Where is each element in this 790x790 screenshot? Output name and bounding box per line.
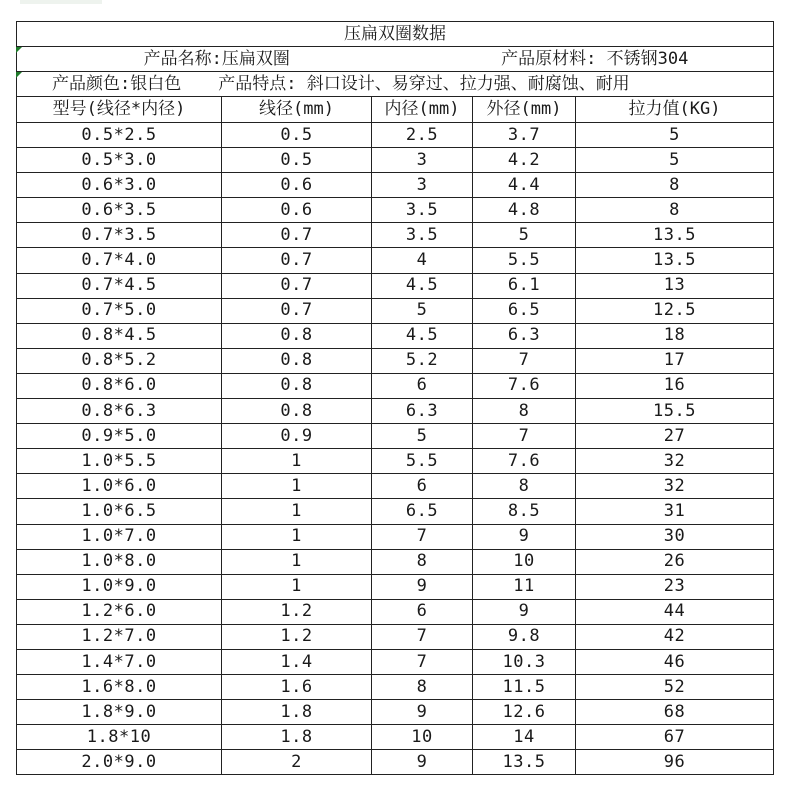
table-row xyxy=(17,725,774,750)
cell-wire-diameter: 0.7 xyxy=(222,298,372,323)
table-row xyxy=(17,750,774,775)
table-row xyxy=(17,449,774,474)
cell-model: 0.8*5.2 xyxy=(17,348,222,373)
table-row xyxy=(17,173,774,198)
cell-wire-diameter: 1 xyxy=(222,549,372,574)
cell-outer-diameter: 13.5 xyxy=(473,750,576,775)
cell-wire-diameter: 1 xyxy=(222,574,372,599)
cell-tensile: 12.5 xyxy=(576,298,774,323)
cell-outer-diameter: 11.5 xyxy=(473,675,576,700)
cell-model: 0.5*3.0 xyxy=(17,148,222,173)
cell-model: 0.7*3.5 xyxy=(17,223,222,248)
cell-inner-diameter: 4 xyxy=(372,248,473,273)
cell-model: 1.2*7.0 xyxy=(17,624,222,649)
cell-wire-diameter: 1.8 xyxy=(222,725,372,750)
cell-tensile: 5 xyxy=(576,148,774,173)
cell-wire-diameter: 0.7 xyxy=(222,223,372,248)
cell-outer-diameter: 9 xyxy=(473,599,576,624)
cell-outer-diameter: 7 xyxy=(473,424,576,449)
title-row xyxy=(17,22,774,47)
cell-tensile: 44 xyxy=(576,599,774,624)
cell-inner-diameter: 6.5 xyxy=(372,499,473,524)
cell-inner-diameter: 9 xyxy=(372,574,473,599)
table-row xyxy=(17,524,774,549)
cell-comment-marker xyxy=(16,47,22,53)
cell-outer-diameter: 5.5 xyxy=(473,248,576,273)
header-row xyxy=(17,97,774,123)
table-row xyxy=(17,574,774,599)
cell-model: 2.0*9.0 xyxy=(17,750,222,775)
cell-tensile: 13.5 xyxy=(576,223,774,248)
table-row xyxy=(17,599,774,624)
cell-outer-diameter: 6.5 xyxy=(473,298,576,323)
cell-wire-diameter: 1.2 xyxy=(222,599,372,624)
cell-wire-diameter: 0.5 xyxy=(222,123,372,148)
table-row xyxy=(17,373,774,398)
cell-inner-diameter: 6 xyxy=(372,474,473,499)
cell-inner-diameter: 3.5 xyxy=(372,198,473,223)
cell-wire-diameter: 1.4 xyxy=(222,649,372,674)
cell-tensile: 31 xyxy=(576,499,774,524)
cell-wire-diameter: 0.8 xyxy=(222,399,372,424)
cell-outer-diameter: 4.4 xyxy=(473,173,576,198)
cell-outer-diameter: 11 xyxy=(473,574,576,599)
cell-inner-diameter: 6 xyxy=(372,373,473,398)
cell-model: 1.8*10 xyxy=(17,725,222,750)
cell-model: 1.0*6.5 xyxy=(17,499,222,524)
cell-outer-diameter: 3.7 xyxy=(473,123,576,148)
cell-wire-diameter: 1.8 xyxy=(222,700,372,725)
cell-outer-diameter: 5 xyxy=(473,223,576,248)
table-row xyxy=(17,649,774,674)
table-row xyxy=(17,198,774,223)
cell-inner-diameter: 9 xyxy=(372,700,473,725)
cell-wire-diameter: 0.8 xyxy=(222,348,372,373)
cell-wire-diameter: 0.6 xyxy=(222,173,372,198)
cell-outer-diameter: 6.1 xyxy=(473,273,576,298)
cell-inner-diameter: 3 xyxy=(372,173,473,198)
cell-wire-diameter: 0.5 xyxy=(222,148,372,173)
cell-wire-diameter: 0.7 xyxy=(222,248,372,273)
cell-inner-diameter: 3 xyxy=(372,148,473,173)
cell-wire-diameter: 1 xyxy=(222,474,372,499)
top-smudge xyxy=(20,0,102,4)
cell-outer-diameter: 4.8 xyxy=(473,198,576,223)
col-header-wire-diameter: 线径(mm) xyxy=(222,97,372,123)
cell-tensile: 8 xyxy=(576,173,774,198)
cell-outer-diameter: 7.6 xyxy=(473,449,576,474)
cell-inner-diameter: 6 xyxy=(372,599,473,624)
cell-inner-diameter: 9 xyxy=(372,750,473,775)
table-row xyxy=(17,348,774,373)
cell-inner-diameter: 7 xyxy=(372,624,473,649)
cell-model: 1.0*7.0 xyxy=(17,524,222,549)
cell-outer-diameter: 4.2 xyxy=(473,148,576,173)
cell-tensile: 18 xyxy=(576,323,774,348)
cell-tensile: 46 xyxy=(576,649,774,674)
cell-tensile: 42 xyxy=(576,624,774,649)
table-title: 压扁双圈数据 xyxy=(17,22,774,47)
cell-outer-diameter: 9.8 xyxy=(473,624,576,649)
cell-tensile: 17 xyxy=(576,348,774,373)
table-row xyxy=(17,624,774,649)
cell-wire-diameter: 1.2 xyxy=(222,624,372,649)
cell-model: 1.4*7.0 xyxy=(17,649,222,674)
cell-outer-diameter: 7 xyxy=(473,348,576,373)
cell-tensile: 27 xyxy=(576,424,774,449)
col-header-model: 型号(线径*内径) xyxy=(17,97,222,123)
cell-wire-diameter: 0.8 xyxy=(222,323,372,348)
cell-outer-diameter: 6.3 xyxy=(473,323,576,348)
col-header-outer-diameter: 外径(mm) xyxy=(473,97,576,123)
cell-outer-diameter: 8 xyxy=(473,399,576,424)
cell-inner-diameter: 10 xyxy=(372,725,473,750)
cell-tensile: 26 xyxy=(576,549,774,574)
cell-tensile: 5 xyxy=(576,123,774,148)
col-header-tensile: 拉力值(KG) xyxy=(576,97,774,123)
col-header-inner-diameter: 内径(mm) xyxy=(372,97,473,123)
cell-model: 0.6*3.5 xyxy=(17,198,222,223)
table-row xyxy=(17,675,774,700)
cell-wire-diameter: 0.7 xyxy=(222,273,372,298)
cell-wire-diameter: 1.6 xyxy=(222,675,372,700)
table-row xyxy=(17,148,774,173)
cell-wire-diameter: 0.8 xyxy=(222,373,372,398)
table-row xyxy=(17,123,774,148)
cell-inner-diameter: 5.5 xyxy=(372,449,473,474)
cell-inner-diameter: 8 xyxy=(372,549,473,574)
cell-outer-diameter: 14 xyxy=(473,725,576,750)
cell-outer-diameter: 8.5 xyxy=(473,499,576,524)
cell-outer-diameter: 10 xyxy=(473,549,576,574)
cell-model: 0.6*3.0 xyxy=(17,173,222,198)
cell-inner-diameter: 4.5 xyxy=(372,273,473,298)
cell-model: 1.0*8.0 xyxy=(17,549,222,574)
cell-wire-diameter: 2 xyxy=(222,750,372,775)
product-material: 产品原材料: 不锈钢304 xyxy=(501,48,689,69)
product-color: 产品颜色:银白色 xyxy=(51,73,182,94)
table-row xyxy=(17,474,774,499)
table-row xyxy=(17,549,774,574)
cell-inner-diameter: 3.5 xyxy=(372,223,473,248)
cell-tensile: 30 xyxy=(576,524,774,549)
cell-tensile: 13.5 xyxy=(576,248,774,273)
product-features-row xyxy=(17,72,774,97)
cell-tensile: 15.5 xyxy=(576,399,774,424)
cell-inner-diameter: 5 xyxy=(372,298,473,323)
cell-tensile: 16 xyxy=(576,373,774,398)
cell-model: 0.5*2.5 xyxy=(17,123,222,148)
table-row xyxy=(17,499,774,524)
table-row xyxy=(17,298,774,323)
table-row xyxy=(17,273,774,298)
cell-tensile: 32 xyxy=(576,449,774,474)
cell-tensile: 8 xyxy=(576,198,774,223)
spec-table xyxy=(16,21,774,775)
cell-outer-diameter: 12.6 xyxy=(473,700,576,725)
cell-wire-diameter: 0.9 xyxy=(222,424,372,449)
cell-outer-diameter: 7.6 xyxy=(473,373,576,398)
cell-model: 1.8*9.0 xyxy=(17,700,222,725)
cell-inner-diameter: 4.5 xyxy=(372,323,473,348)
cell-model: 0.7*4.5 xyxy=(17,273,222,298)
cell-model: 0.8*4.5 xyxy=(17,323,222,348)
table-row xyxy=(17,223,774,248)
cell-model: 0.8*6.0 xyxy=(17,373,222,398)
cell-model: 1.0*9.0 xyxy=(17,574,222,599)
cell-model: 0.7*4.0 xyxy=(17,248,222,273)
cell-model: 1.0*5.5 xyxy=(17,449,222,474)
product-features: 产品特点: 斜口设计、易穿过、拉力强、耐腐蚀、耐用 xyxy=(218,73,630,94)
cell-model: 0.7*5.0 xyxy=(17,298,222,323)
cell-tensile: 32 xyxy=(576,474,774,499)
cell-model: 0.9*5.0 xyxy=(17,424,222,449)
cell-tensile: 96 xyxy=(576,750,774,775)
cell-comment-marker xyxy=(16,72,22,78)
cell-outer-diameter: 8 xyxy=(473,474,576,499)
table-row xyxy=(17,323,774,348)
cell-tensile: 68 xyxy=(576,700,774,725)
cell-tensile: 52 xyxy=(576,675,774,700)
cell-outer-diameter: 10.3 xyxy=(473,649,576,674)
table-row xyxy=(17,399,774,424)
table-row xyxy=(17,424,774,449)
table-row xyxy=(17,248,774,273)
cell-tensile: 23 xyxy=(576,574,774,599)
cell-wire-diameter: 1 xyxy=(222,499,372,524)
cell-tensile: 67 xyxy=(576,725,774,750)
product-name: 产品名称:压扁双圈 xyxy=(143,48,290,69)
cell-model: 1.6*8.0 xyxy=(17,675,222,700)
cell-wire-diameter: 0.6 xyxy=(222,198,372,223)
cell-model: 0.8*6.3 xyxy=(17,399,222,424)
cell-inner-diameter: 5 xyxy=(372,424,473,449)
cell-inner-diameter: 2.5 xyxy=(372,123,473,148)
cell-inner-diameter: 5.2 xyxy=(372,348,473,373)
cell-inner-diameter: 8 xyxy=(372,675,473,700)
cell-inner-diameter: 7 xyxy=(372,524,473,549)
cell-model: 1.0*6.0 xyxy=(17,474,222,499)
cell-outer-diameter: 9 xyxy=(473,524,576,549)
cell-wire-diameter: 1 xyxy=(222,449,372,474)
product-name-row xyxy=(17,47,774,72)
cell-inner-diameter: 7 xyxy=(372,649,473,674)
cell-inner-diameter: 6.3 xyxy=(372,399,473,424)
cell-wire-diameter: 1 xyxy=(222,524,372,549)
cell-tensile: 13 xyxy=(576,273,774,298)
table-row xyxy=(17,700,774,725)
cell-model: 1.2*6.0 xyxy=(17,599,222,624)
